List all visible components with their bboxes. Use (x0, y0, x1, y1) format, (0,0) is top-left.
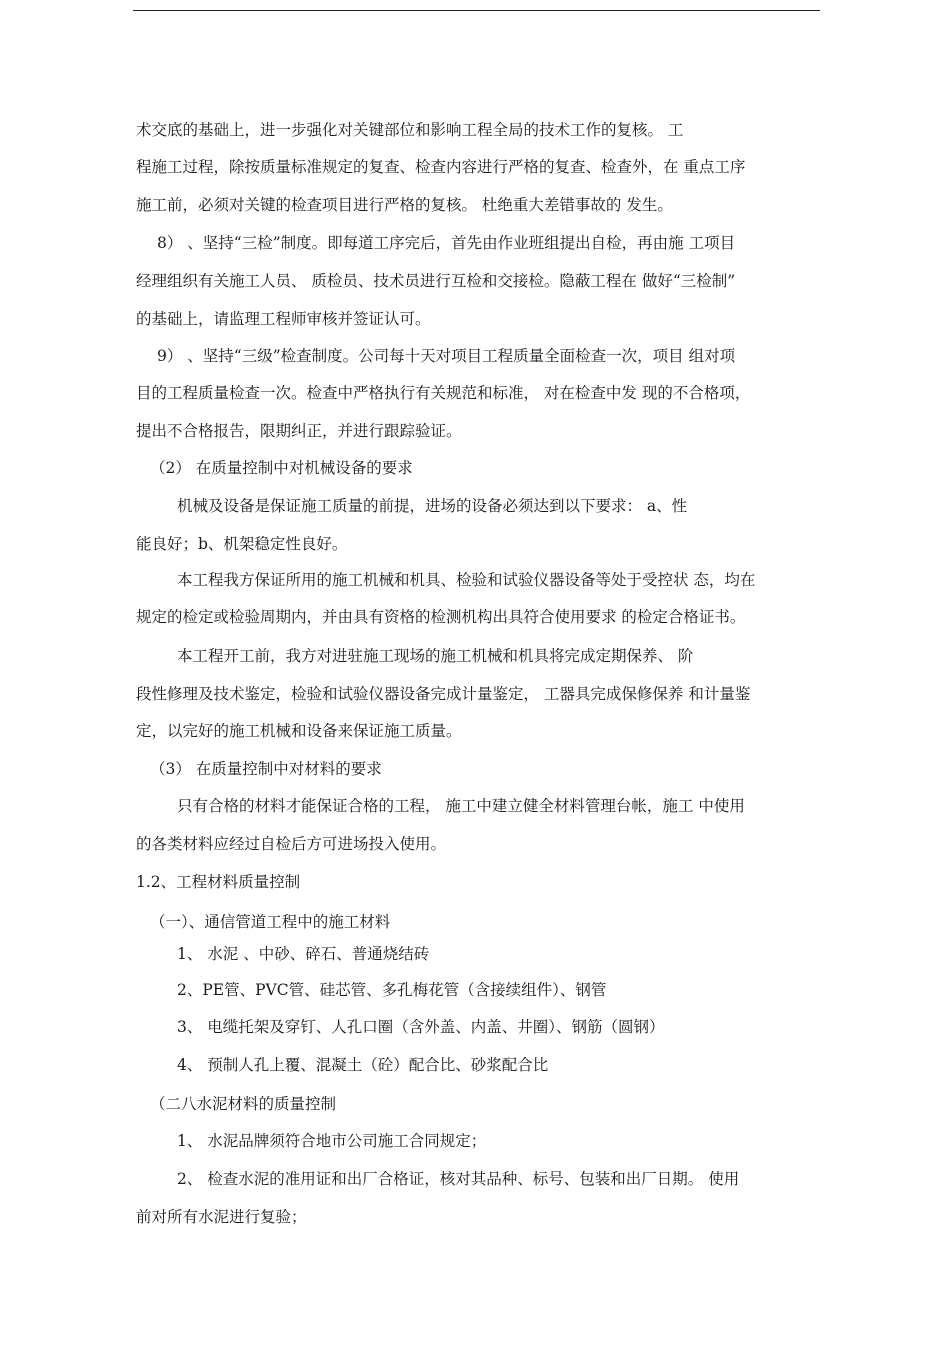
text-line: 的基础上，请监理工程师审核并签证认可。 (136, 310, 431, 328)
text-line: 本工程我方保证所用的施工机械和机具、检验和试验仪器设备等处于受控状 态，均在 (177, 571, 756, 589)
section-heading: 1.2、工程材料质量控制 (136, 873, 301, 891)
section-heading: （二八水泥材料的质量控制 (150, 1095, 337, 1113)
text-line: 的各类材料应经过自检后方可进场投入使用。 (136, 835, 447, 853)
list-item: 2、PE管、PVC管、硅芯管、多孔梅花管（含接续组件）、钢管 (177, 981, 607, 999)
section-heading: （一）、通信管道工程中的施工材料 (150, 913, 391, 931)
text-line: 只有合格的材料才能保证合格的工程， 施工中建立健全材料管理台帐，施工 中使用 (177, 797, 745, 815)
text-line: 前对所有水泥进行复验； (136, 1208, 307, 1226)
text-line: 能良好；b、机架稳定性良好。 (136, 535, 348, 553)
list-item: 1、 水泥 、中砂、碎石、普通烧结砖 (177, 945, 430, 963)
list-item: 4、 预制人孔上覆、混凝土（砼）配合比、砂浆配合比 (177, 1056, 549, 1074)
header-rule (133, 10, 820, 11)
list-item: 3、 电缆托架及穿钉、人孔口圈（含外盖、内盖、井圈）、钢筋（圆钢） (177, 1018, 665, 1036)
text-line: 目的工程质量检查一次。检查中严格执行有关规范和标准， 对在检查中发 现的不合格项， (136, 384, 751, 402)
text-line: 规定的检定或检验周期内，并由具有资格的检测机构出具符合使用要求 的检定合格证书。 (136, 608, 746, 626)
text-line: 段性修理及技术鉴定，检验和试验仪器设备完成计量鉴定， 工器具完成保修保养 和计量鉴 (136, 685, 751, 703)
text-line: 程施工过程，除按质量标准规定的复查、检查内容进行严格的复查、检查外，在 重点工序 (136, 158, 746, 176)
text-line: 本工程开工前，我方对进驻施工现场的施工机械和机具将完成定期保养、 阶 (177, 647, 694, 665)
list-item: 1、 水泥品牌须符合地市公司施工合同规定； (177, 1132, 487, 1150)
text-line: 定，以完好的施工机械和设备来保证施工质量。 (136, 722, 462, 740)
text-line: 8） 、坚持“三检”制度。即每道工序完后，首先由作业班组提出自检，再由施 工项目 (157, 234, 736, 252)
text-line: 机械及设备是保证施工质量的前提，进场的设备必须达到以下要求： a、性 (177, 497, 688, 515)
text-line: 施工前，必须对关键的检查项目进行严格的复核。 杜绝重大差错事故的 发生。 (136, 196, 673, 214)
section-heading: （2） 在质量控制中对机械设备的要求 (150, 459, 413, 477)
list-item: 2、 检查水泥的准用证和出厂合格证，核对其品种、标号、包装和出厂日期。 使用 (177, 1170, 740, 1188)
text-line: 提出不合格报告，限期纠正，并进行跟踪验证。 (136, 422, 462, 440)
section-heading: （3） 在质量控制中对材料的要求 (150, 760, 382, 778)
text-line: 术交底的基础上，进一步强化对关键部位和影响工程全局的技术工作的复核。 工 (136, 121, 684, 139)
text-line: 经理组织有关施工人员、 质检员、技术员进行互检和交接检。隐蔽工程在 做好“三检制” (136, 272, 736, 290)
text-line: 9） 、坚持“三级”检查制度。公司每十天对项目工程质量全面检查一次，项目 组对项 (157, 347, 736, 365)
